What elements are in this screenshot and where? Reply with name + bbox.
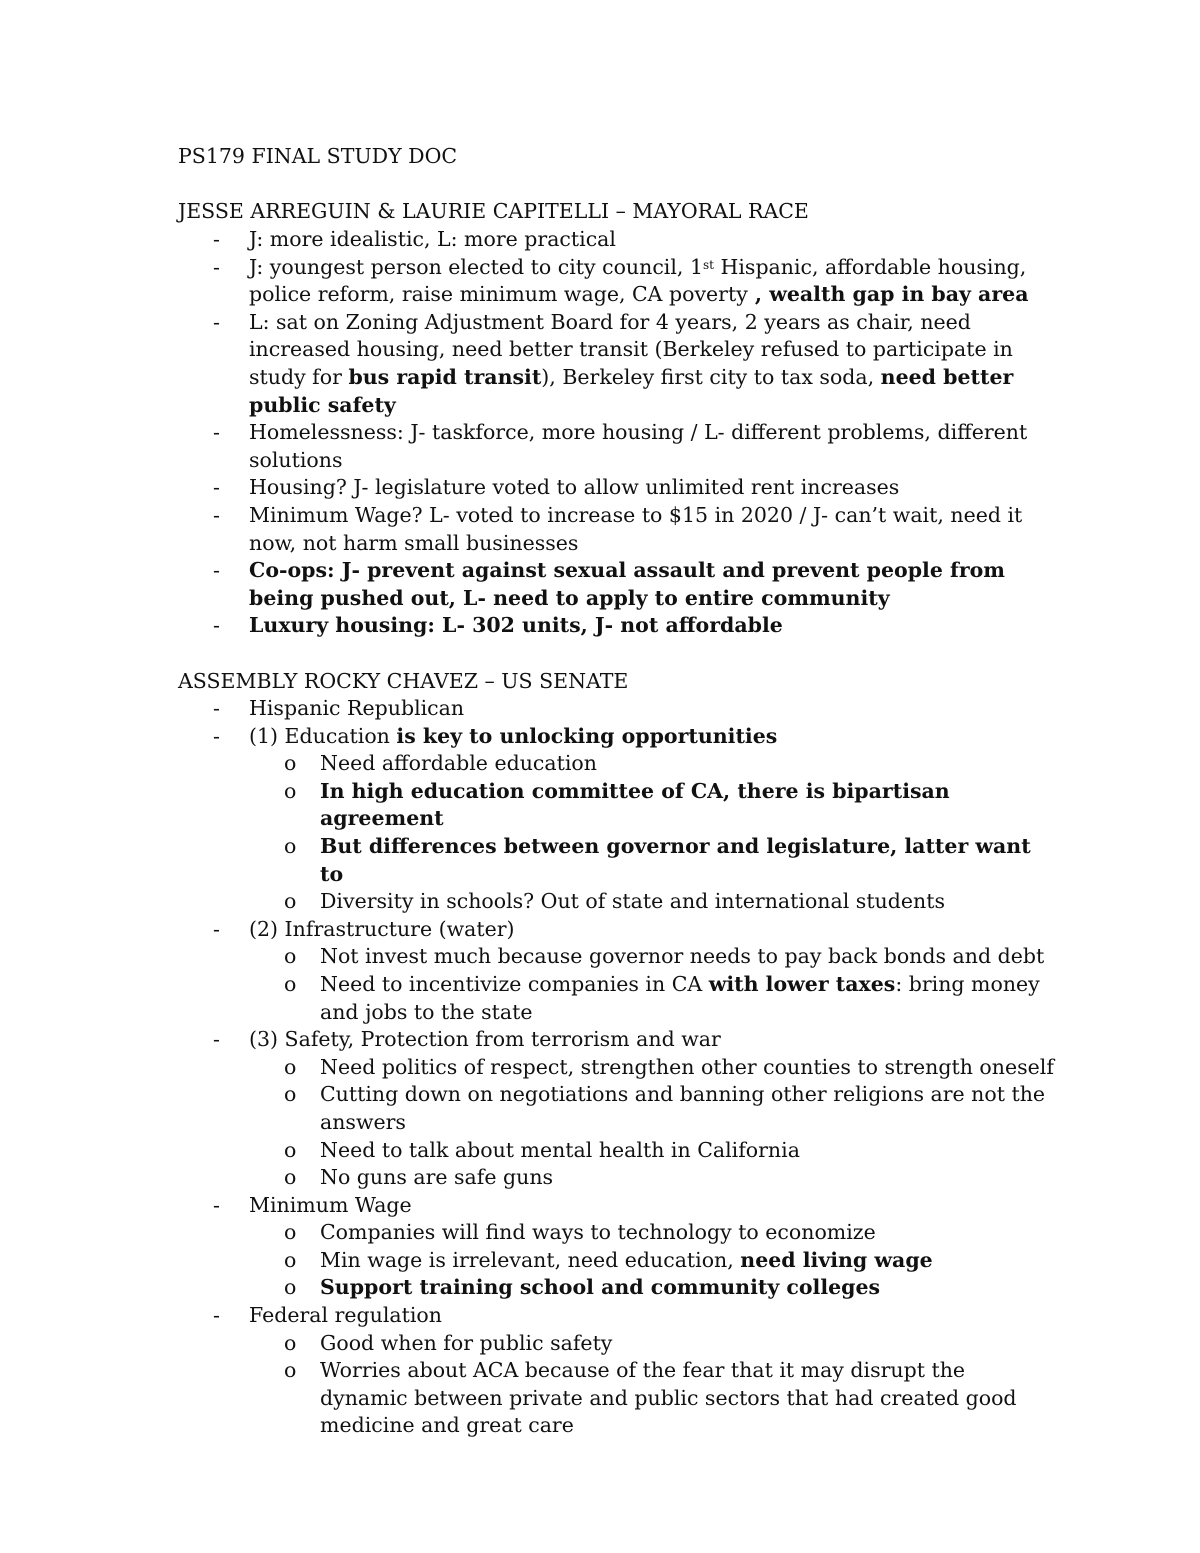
sub-item-text: Worries about ACA because of the fear that it may disrupt the dynamic between private and public sectors that had created good medicine and great care — [320, 1358, 1017, 1438]
item-text: J: youngest person elected to city council, 1 — [249, 254, 703, 279]
sub-item-text: Companies will find ways to technology to economize — [320, 1220, 876, 1245]
list-item — [178, 1302, 1058, 1330]
list-item — [178, 419, 1058, 474]
list-item — [178, 612, 1058, 640]
circle-bullet-marker: o — [284, 1220, 297, 1245]
item-text: (2) Infrastructure (water) — [249, 916, 515, 941]
sub-item-bold-text: But differences between governor and legislature, latter want to — [320, 833, 1031, 886]
sub-item-bold-text: need living wage — [740, 1247, 933, 1272]
dash-marker: - — [213, 723, 220, 748]
sub-item-text: : bring money and jobs to the state — [320, 971, 1040, 1024]
sub-item-text: No guns are safe guns — [320, 1165, 554, 1190]
list-item — [178, 1192, 1058, 1220]
item-bold-text: need better public safety — [249, 364, 1014, 417]
dash-marker: - — [213, 558, 220, 583]
dash-marker: - — [213, 916, 220, 941]
sub-item — [178, 1219, 1058, 1247]
sub-item-text: Good when for public safety — [320, 1330, 613, 1355]
circle-bullet-marker: o — [284, 971, 297, 996]
item-text: J: more idealistic, L: more practical — [249, 227, 616, 251]
dash-marker: - — [213, 420, 220, 445]
item-bold-text: is key to unlocking opportunities — [396, 723, 778, 748]
dash-marker: - — [213, 613, 220, 638]
item-bold-text: Co-ops: J- prevent against sexual assault and prevent people from being pushed out, L- need to apply to entire community — [249, 558, 1005, 610]
item-text: (3) Safety, Protection from terrorism and war — [249, 1027, 721, 1052]
circle-bullet-marker: o — [284, 1082, 297, 1107]
dash-marker: - — [213, 1027, 220, 1052]
sub-item-text: Need politics of respect, strengthen other counties to strength oneself — [320, 1054, 1054, 1079]
dash-marker: - — [213, 309, 220, 334]
item-text: Homelessness: J- taskforce, more housing / L- different problems, different solutions — [249, 420, 1028, 472]
sub-item — [178, 888, 1058, 916]
item-bold-text: , wealth gap in bay area — [747, 282, 1029, 307]
sub-item — [178, 1247, 1058, 1275]
item-text: Hispanic Republican — [249, 696, 465, 720]
sub-item — [178, 971, 1058, 1026]
item-text: L: sat on Zoning Adjustment Board for 4 years, 2 years as chair, need increased housing, need better transit (Berkeley refused to participate in study for — [249, 309, 1013, 389]
dash-marker: - — [213, 1303, 220, 1328]
circle-bullet-marker: o — [284, 1330, 297, 1355]
list-item — [178, 916, 1058, 944]
document-title: PS179 FINAL STUDY DOC — [178, 144, 458, 168]
item-text: Federal regulation — [249, 1303, 442, 1328]
section-heading-us-senate: ASSEMBLY ROCKY CHAVEZ – US SENATE — [178, 669, 629, 693]
sub-item — [178, 1274, 1058, 1302]
sub-item-text: Need to incentivize companies in CA — [320, 971, 709, 996]
list-item — [178, 1026, 1058, 1054]
sub-item-text: Need affordable education — [320, 751, 597, 776]
item-text: Minimum Wage? L- voted to increase to $15 in 2020 / J- can’t wait, need it now, not harm small businesses — [249, 502, 1023, 555]
list-item — [178, 723, 1058, 751]
list-item — [178, 502, 1058, 557]
sub-item-text: Diversity in schools? Out of state and international students — [320, 889, 945, 914]
circle-bullet-marker: o — [284, 944, 297, 969]
sub-item — [178, 1330, 1058, 1358]
item-text: (1) Education — [249, 723, 397, 748]
sub-item-text: Cutting down on negotiations and banning other religions are not the answers — [320, 1082, 1046, 1134]
item-text: Minimum Wage — [249, 1192, 412, 1217]
sub-item — [178, 1081, 1058, 1136]
list-item — [178, 254, 1058, 309]
sub-item-bold-text: with lower taxes — [708, 971, 896, 996]
item-text: ), Berkeley first city to tax soda, — [541, 364, 881, 389]
circle-bullet-marker: o — [284, 1137, 297, 1162]
circle-bullet-marker: o — [284, 1247, 297, 1272]
sub-item — [178, 778, 1058, 833]
sub-item — [178, 1137, 1058, 1165]
list-item — [178, 557, 1058, 612]
circle-bullet-marker: o — [284, 1054, 297, 1079]
sub-item — [178, 1054, 1058, 1082]
item-text: Housing? J- legislature voted to allow unlimited rent increases — [249, 475, 900, 500]
list-item — [178, 474, 1058, 502]
sub-item-text: Min wage is irrelevant, need education, — [320, 1247, 741, 1272]
dash-marker: - — [213, 254, 220, 279]
sub-item-bold-text: Support training school and community colleges — [320, 1275, 881, 1300]
list-item — [178, 695, 1058, 723]
sub-item — [178, 1164, 1058, 1192]
circle-bullet-marker: o — [284, 751, 297, 776]
dash-marker: - — [213, 1192, 220, 1217]
sub-item-text: Need to talk about mental health in California — [320, 1137, 800, 1162]
item-bold-text: Luxury housing: L- 302 units, J- not affordable — [249, 613, 783, 638]
sub-item-bold-text: In high education committee of CA, there is bipartisan agreement — [320, 778, 950, 831]
list-item — [178, 309, 1058, 419]
dash-marker: - — [213, 502, 220, 527]
sub-item — [178, 943, 1058, 971]
item-text: Hispanic, affordable housing, police reform, raise minimum wage, CA poverty — [249, 254, 1027, 307]
sub-item-text: Not invest much because governor needs to pay back bonds and debt — [320, 944, 1045, 969]
section-heading-mayoral-race: JESSE ARREGUIN & LAURIE CAPITELLI – MAYORAL RACE — [178, 199, 809, 223]
sub-item — [178, 833, 1058, 888]
us-senate-list — [178, 695, 1058, 1440]
circle-bullet-marker: o — [284, 833, 297, 858]
circle-bullet-marker: o — [284, 1358, 297, 1383]
circle-bullet-marker: o — [284, 1165, 297, 1190]
circle-bullet-marker: o — [284, 778, 297, 803]
circle-bullet-marker: o — [284, 1275, 297, 1300]
dash-marker: - — [213, 475, 220, 500]
circle-bullet-marker: o — [284, 889, 297, 914]
dash-marker: - — [213, 227, 220, 251]
dash-marker: - — [213, 696, 220, 720]
ordinal-suffix: st — [702, 257, 714, 272]
sub-item — [178, 750, 1058, 778]
sub-item — [178, 1357, 1058, 1440]
item-bold-text: bus rapid transit — [348, 364, 542, 389]
mayoral-race-list — [178, 226, 1058, 640]
list-item — [178, 226, 1058, 254]
